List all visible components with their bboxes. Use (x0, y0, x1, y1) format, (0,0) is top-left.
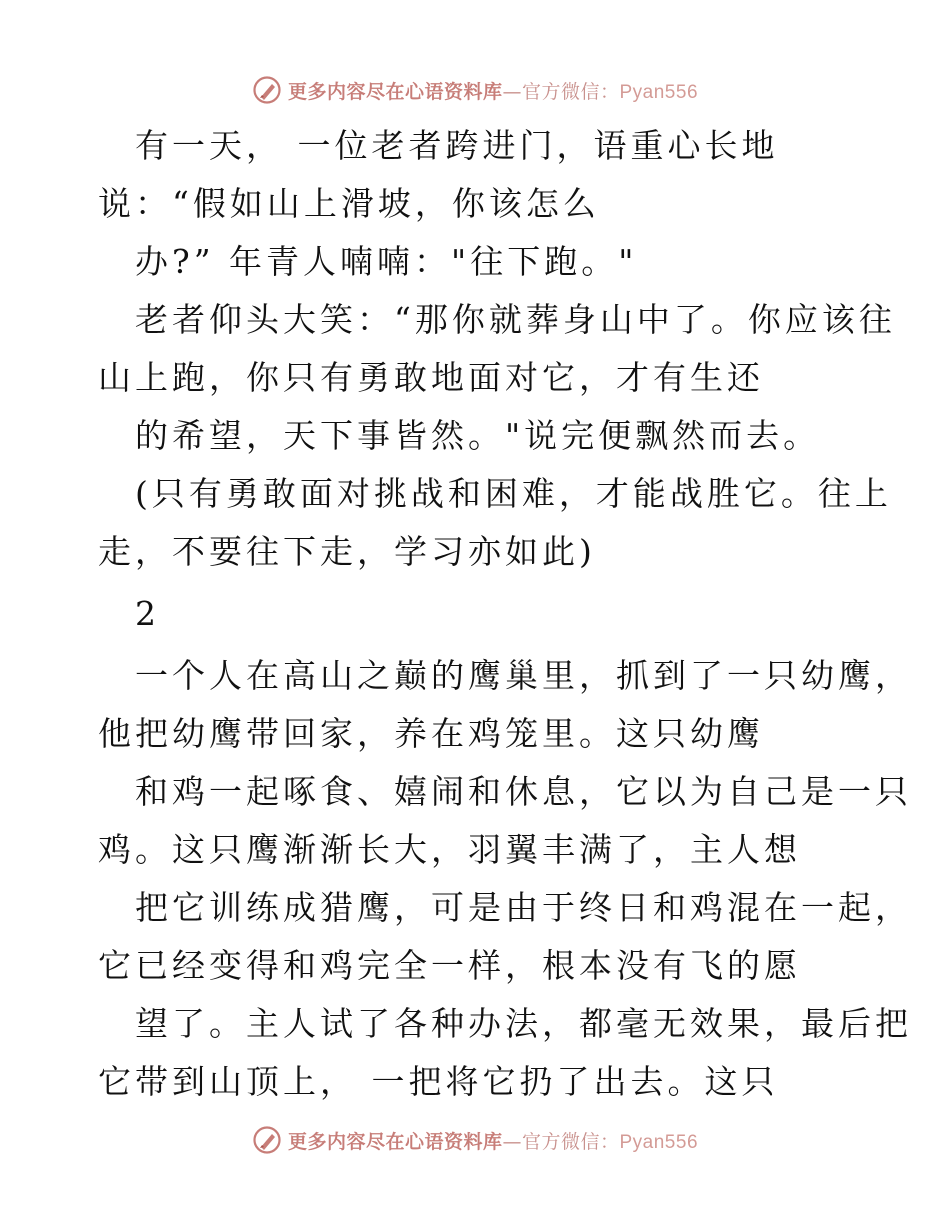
watermark-label: 官方微信： (521, 80, 620, 103)
watermark-wechat-id: Pyan556 (619, 1131, 699, 1153)
text-line: 走，不要往下走，学习亦如此) (98, 532, 596, 571)
watermark-label: 官方微信： (521, 1130, 620, 1153)
text-line: 说：“假如山上滑坡，你该怎么 (98, 184, 600, 223)
text-line: 鸡。这只鹰渐渐长大，羽翼丰满了，主人想 (98, 830, 801, 869)
text-line: 望了。主人试了各种办法，都毫无效果，最后把 (135, 1004, 912, 1043)
pen-logo-icon (252, 75, 282, 105)
text-line: 老者仰头大笑：“那你就葬身山中了。你应该往 (135, 300, 896, 339)
watermark-footer (0, 1122, 950, 1158)
text-line: 它已经变得和鸡完全一样，根本没有飞的愿 (98, 946, 801, 985)
watermark-wechat-id: Pyan556 (619, 81, 699, 103)
watermark-main: 更多内容尽在心语资料库 (287, 1130, 503, 1153)
watermark-header (0, 72, 950, 108)
section-number: 2 (135, 594, 160, 633)
text-line: 山上跑，你只有勇敢地面对它，才有生还 (98, 358, 764, 397)
text-line: 它带到山顶上， 一把将它扔了出去。这只 (98, 1062, 779, 1101)
text-line: 把它训练成猎鹰，可是由于终日和鸡混在一起， (135, 888, 912, 927)
watermark-main: 更多内容尽在心语资料库 (287, 80, 503, 103)
watermark-separator: — (502, 80, 522, 103)
text-line: 办?” 年青人喃喃："往下跑。" (135, 242, 638, 281)
text-line: 有一天， 一位老者跨进门，语重心长地 (135, 126, 779, 165)
text-line: 和鸡一起啄食、嬉闹和休息，它以为自己是一只 (135, 772, 912, 811)
text-line: 的希望，天下事皆然。"说完便飘然而去。 (135, 416, 821, 455)
text-line: (只有勇敢面对挑战和困难，才能战胜它。往上 (135, 474, 892, 513)
watermark-text (288, 77, 698, 104)
pen-logo-icon (252, 1125, 282, 1155)
text-line: 一个人在高山之巅的鹰巢里，抓到了一只幼鹰， (135, 656, 912, 695)
watermark-text (288, 1127, 698, 1154)
watermark-separator: — (502, 1130, 522, 1153)
text-line: 他把幼鹰带回家，养在鸡笼里。这只幼鹰 (98, 714, 764, 753)
